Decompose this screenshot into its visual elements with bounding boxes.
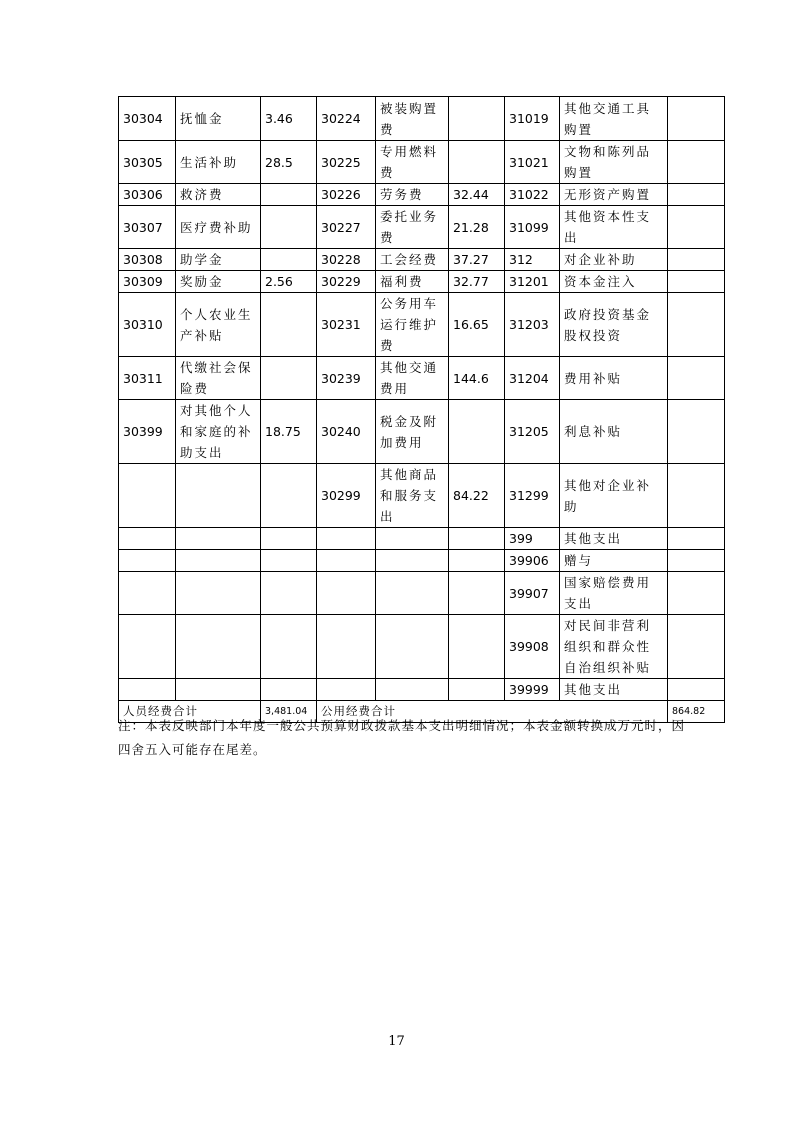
amount-cell: 28.5 [261,141,317,184]
amount-cell [261,293,317,357]
table-row [119,615,725,679]
category-name-cell: 福利费 [376,271,449,293]
amount-cell [668,679,725,701]
page-number: 17 [388,1034,405,1049]
category-name-cell: 无形资产购置 [560,184,668,206]
category-code-cell: 31204 [505,357,560,400]
amount-cell [449,679,505,701]
personnel-total-label: 人员经费合计 [119,701,261,723]
amount-cell [449,528,505,550]
amount-cell [668,141,725,184]
category-name-cell: 助学金 [176,249,261,271]
category-name-cell: 对企业补助 [560,249,668,271]
category-name-cell [376,528,449,550]
table-row [119,464,725,528]
amount-cell [261,357,317,400]
category-code-cell [317,572,376,615]
amount-cell [668,464,725,528]
amount-cell [668,184,725,206]
category-name-cell: 其他资本性支出 [560,206,668,249]
amount-cell [449,550,505,572]
amount-cell [668,400,725,464]
category-code-cell: 30305 [119,141,176,184]
category-name-cell: 医疗费补助 [176,206,261,249]
amount-cell [668,550,725,572]
amount-cell [668,572,725,615]
amount-cell [261,206,317,249]
category-name-cell: 国家赔偿费用支出 [560,572,668,615]
category-code-cell: 30399 [119,400,176,464]
category-name-cell [176,679,261,701]
amount-cell [668,357,725,400]
amount-cell: 32.77 [449,271,505,293]
category-code-cell: 39908 [505,615,560,679]
category-name-cell: 委托业务费 [376,206,449,249]
amount-cell [668,249,725,271]
table-row [119,400,725,464]
category-name-cell: 生活补助 [176,141,261,184]
category-name-cell: 个人农业生产补贴 [176,293,261,357]
category-code-cell: 30225 [317,141,376,184]
amount-cell [449,400,505,464]
amount-cell [668,271,725,293]
category-name-cell: 政府投资基金股权投资 [560,293,668,357]
amount-cell: 37.27 [449,249,505,271]
amount-cell [668,293,725,357]
table-row [119,271,725,293]
category-code-cell [119,528,176,550]
category-code-cell [119,572,176,615]
category-name-cell: 税金及附加费用 [376,400,449,464]
category-name-cell [176,550,261,572]
table-row [119,141,725,184]
category-code-cell: 30299 [317,464,376,528]
category-name-cell [176,464,261,528]
category-code-cell: 30226 [317,184,376,206]
amount-cell: 3.46 [261,97,317,141]
table-row [119,528,725,550]
table-row [119,97,725,141]
amount-cell [261,249,317,271]
amount-cell: 2.56 [261,271,317,293]
category-code-cell: 39907 [505,572,560,615]
amount-cell [261,184,317,206]
category-code-cell: 30239 [317,357,376,400]
table-row [119,572,725,615]
category-name-cell [376,679,449,701]
amount-cell [449,141,505,184]
category-name-cell: 资本金注入 [560,271,668,293]
category-code-cell: 31299 [505,464,560,528]
expenditure-table [118,96,725,723]
category-code-cell: 30240 [317,400,376,464]
category-code-cell: 30229 [317,271,376,293]
amount-cell: 18.75 [261,400,317,464]
category-name-cell: 公务用车运行维护费 [376,293,449,357]
category-name-cell: 专用燃料费 [376,141,449,184]
category-name-cell: 其他支出 [560,679,668,701]
category-code-cell: 30306 [119,184,176,206]
category-code-cell: 30228 [317,249,376,271]
category-name-cell [376,572,449,615]
category-code-cell: 312 [505,249,560,271]
category-code-cell [317,528,376,550]
category-name-cell: 代缴社会保险费 [176,357,261,400]
category-code-cell [119,679,176,701]
category-name-cell: 其他交通费用 [376,357,449,400]
public-total-label: 公用经费合计 [317,701,668,723]
category-code-cell: 30308 [119,249,176,271]
personnel-total-value: 3,481.04 [261,701,317,723]
category-code-cell: 30227 [317,206,376,249]
category-name-cell: 对民间非营利组织和群众性自治组织补贴 [560,615,668,679]
amount-cell [449,615,505,679]
amount-cell [449,572,505,615]
table-row [119,249,725,271]
category-name-cell: 工会经费 [376,249,449,271]
category-name-cell [176,615,261,679]
category-code-cell: 30307 [119,206,176,249]
category-name-cell: 抚恤金 [176,97,261,141]
amount-cell: 84.22 [449,464,505,528]
amount-cell [668,528,725,550]
category-name-cell: 被装购置费 [376,97,449,141]
public-total-value: 864.82 [668,701,725,723]
table-row [119,357,725,400]
amount-cell: 21.28 [449,206,505,249]
amount-cell [261,679,317,701]
category-name-cell: 利息补贴 [560,400,668,464]
category-name-cell [176,528,261,550]
category-code-cell: 31203 [505,293,560,357]
table-row [119,550,725,572]
amount-cell [449,97,505,141]
amount-cell: 16.65 [449,293,505,357]
table-row [119,184,725,206]
category-code-cell: 31022 [505,184,560,206]
category-name-cell [376,550,449,572]
amount-cell [261,528,317,550]
category-code-cell: 31205 [505,400,560,464]
category-name-cell [376,615,449,679]
table-row [119,206,725,249]
category-name-cell: 对其他个人和家庭的补助支出 [176,400,261,464]
category-name-cell: 劳务费 [376,184,449,206]
category-code-cell [119,615,176,679]
amount-cell [261,464,317,528]
category-code-cell: 30304 [119,97,176,141]
category-code-cell [119,464,176,528]
amount-cell: 144.6 [449,357,505,400]
category-name-cell: 救济费 [176,184,261,206]
table-row [119,679,725,701]
category-code-cell: 31021 [505,141,560,184]
category-code-cell [317,615,376,679]
category-code-cell: 31099 [505,206,560,249]
category-code-cell: 399 [505,528,560,550]
category-name-cell: 其他对企业补助 [560,464,668,528]
category-name-cell [176,572,261,615]
category-code-cell [317,550,376,572]
category-code-cell: 30231 [317,293,376,357]
category-code-cell: 30311 [119,357,176,400]
category-code-cell [119,550,176,572]
category-code-cell: 30224 [317,97,376,141]
category-name-cell: 奖励金 [176,271,261,293]
category-code-cell: 39906 [505,550,560,572]
category-name-cell: 其他商品和服务支出 [376,464,449,528]
table-note: 注：本表反映部门本年度一般公共预算财政拨款基本支出明细情况；本表金额转换成万元时，因四舍五入可能存在尾差。 [118,718,686,757]
amount-cell: 32.44 [449,184,505,206]
amount-cell [668,206,725,249]
category-name-cell: 其他支出 [560,528,668,550]
table-body [119,97,725,701]
category-code-cell: 30310 [119,293,176,357]
amount-cell [668,615,725,679]
table-row [119,293,725,357]
amount-cell [668,97,725,141]
amount-cell [261,615,317,679]
category-name-cell: 文物和陈列品购置 [560,141,668,184]
category-name-cell: 其他交通工具购置 [560,97,668,141]
amount-cell [261,572,317,615]
category-code-cell: 30309 [119,271,176,293]
category-code-cell: 31019 [505,97,560,141]
category-name-cell: 费用补贴 [560,357,668,400]
category-code-cell: 39999 [505,679,560,701]
amount-cell [261,550,317,572]
category-code-cell: 31201 [505,271,560,293]
category-name-cell: 赠与 [560,550,668,572]
category-code-cell [317,679,376,701]
